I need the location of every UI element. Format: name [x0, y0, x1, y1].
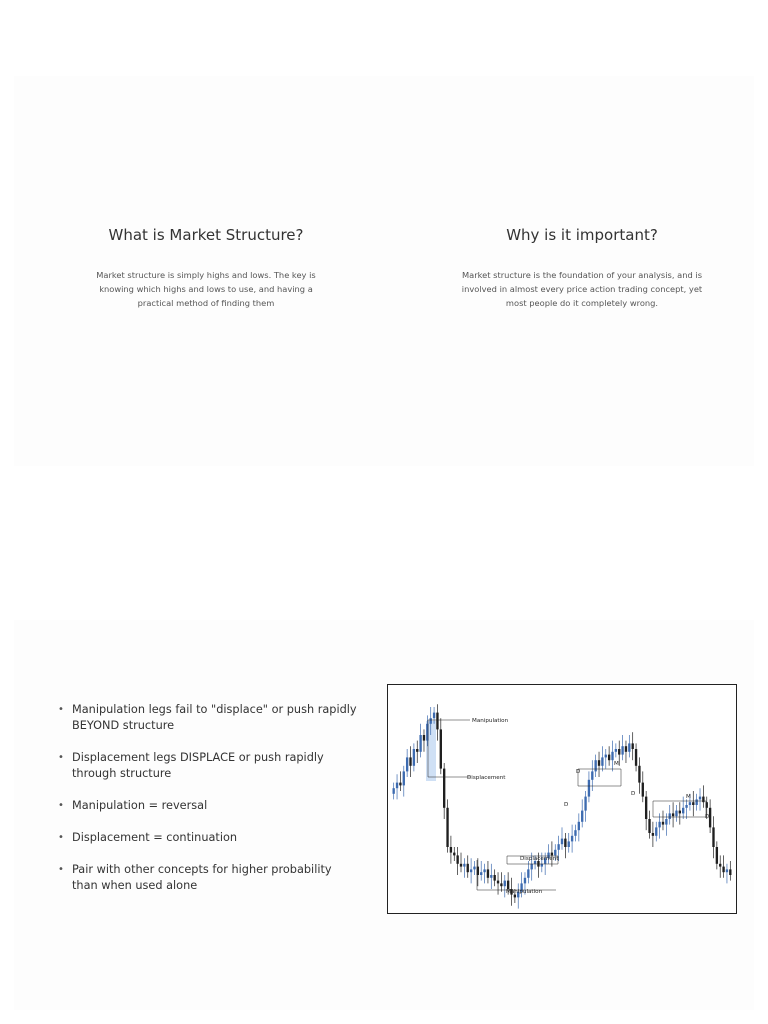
bullet-list [58, 702, 358, 910]
candle-body [584, 797, 586, 811]
candle-body [615, 749, 617, 752]
candle-body [487, 869, 489, 877]
marker-d3: D [631, 791, 636, 797]
bullet-item: • Manipulation legs fail to "displace" or push rapidly BEYOND structure [58, 702, 358, 734]
candle-body [726, 869, 728, 872]
candle-body [483, 869, 485, 872]
candle-body [719, 864, 721, 867]
candle-body [396, 783, 398, 789]
candle-body [480, 872, 482, 875]
candlestick-chart [388, 685, 736, 913]
candle-body [497, 881, 499, 884]
marker-m2: M [686, 794, 691, 800]
candle-body [588, 780, 590, 797]
marker-m1: M [614, 761, 619, 767]
label-manipulation-bottom: Manipulation [506, 889, 543, 895]
candle-body [416, 749, 418, 752]
candle-body [453, 853, 455, 856]
paragraph-importance: Market structure is the foundation of your analysis, and is involved in almost every price action trading concept, yet most people do it completely wrong. [461, 270, 703, 308]
candle-body [406, 757, 408, 771]
candle-body [443, 769, 445, 808]
candle-body [712, 827, 714, 847]
slide-manipulation-displacement [14, 620, 754, 1010]
marker-d4: D [705, 814, 710, 820]
candle-body [557, 844, 559, 850]
candle-body [507, 881, 509, 889]
candle-body [413, 749, 415, 766]
label-displacement-bottom: Displacement [520, 856, 559, 862]
candle-body [621, 746, 623, 754]
heading-what-is-market-structure: What is Market Structure? [108, 226, 304, 244]
candle-body [409, 757, 411, 765]
marker-d1: D [564, 802, 569, 808]
candle-body [642, 783, 644, 797]
candle-body [561, 839, 563, 845]
candle-body [689, 802, 691, 805]
candle-body [531, 864, 533, 870]
candle-body [446, 808, 448, 847]
candle-body [611, 752, 613, 760]
candle-body [393, 788, 395, 794]
candle-body [655, 827, 657, 835]
candle-body [467, 864, 469, 872]
candle-body [490, 875, 492, 878]
candle-body [527, 869, 529, 877]
candle-body [460, 864, 462, 867]
candle-body [473, 867, 475, 870]
candle-body [695, 799, 697, 805]
candle-body [571, 836, 573, 842]
candle-body [594, 760, 596, 771]
candle-body [729, 869, 731, 875]
candle-body [578, 822, 580, 830]
slide-market-structure [14, 76, 754, 466]
candle-body [419, 735, 421, 752]
candle-body [574, 830, 576, 836]
candle-body [504, 881, 506, 887]
candle-body [564, 839, 566, 847]
candle-body [658, 822, 660, 828]
candle-body [628, 743, 630, 751]
label-displacement-top: Displacement [467, 775, 506, 781]
bullet-item: • Pair with other concepts for higher probability than when used alone [58, 862, 358, 894]
candle-body [716, 847, 718, 864]
candle-body [669, 813, 671, 819]
candle-body [625, 746, 627, 752]
candle-body [601, 757, 603, 765]
candle-body [463, 864, 465, 867]
candle-body [403, 771, 405, 785]
candle-body [645, 797, 647, 819]
candle-body [399, 783, 401, 786]
candle-body [685, 805, 687, 808]
candle-body [608, 755, 610, 761]
candle-body [638, 766, 640, 783]
candle-body [554, 850, 556, 856]
candle-body [632, 743, 634, 749]
candle-body [433, 713, 435, 719]
candle-body [524, 878, 526, 884]
candle-body [652, 833, 654, 836]
candle-body [493, 875, 495, 881]
candle-body [551, 853, 553, 856]
candle-body [605, 755, 607, 758]
heading-why-important: Why is it important? [506, 226, 658, 244]
marker-d2: D [576, 769, 581, 775]
paragraph-market-structure-definition: Market structure is simply highs and lows. The key is knowing which highs and lows to use, and having a practical method of finding them [96, 270, 316, 308]
price-chart-frame [387, 684, 737, 914]
candle-body [702, 797, 704, 803]
candle-body [423, 735, 425, 741]
candle-body [436, 713, 438, 730]
candle-body [665, 819, 667, 825]
candle-body [430, 718, 432, 724]
candle-body [692, 802, 694, 805]
candle-body [722, 867, 724, 873]
candle-body [470, 869, 472, 872]
candle-body [500, 883, 502, 886]
candle-body [662, 822, 664, 825]
bullet-item: • Manipulation = reversal [58, 798, 358, 814]
candle-body [672, 813, 674, 816]
candle-body [598, 760, 600, 766]
candle-body [568, 841, 570, 847]
candle-body [456, 855, 458, 863]
candle-body [581, 811, 583, 822]
bullet-item: • Displacement = continuation [58, 830, 358, 846]
label-manipulation-top: Manipulation [472, 718, 509, 724]
candle-body [618, 749, 620, 755]
candle-body [591, 771, 593, 779]
candle-body [699, 797, 701, 800]
candle-body [450, 847, 452, 853]
candle-body [679, 811, 681, 814]
candle-body [514, 895, 516, 898]
candle-body [675, 811, 677, 817]
candle-body [635, 749, 637, 766]
candle-body [682, 808, 684, 814]
structure-box-mid [578, 769, 621, 786]
bullet-item: • Displacement legs DISPLACE or push rapidly through structure [58, 750, 358, 782]
candle-series [393, 704, 732, 908]
candle-body [648, 819, 650, 833]
candle-body [440, 729, 442, 768]
